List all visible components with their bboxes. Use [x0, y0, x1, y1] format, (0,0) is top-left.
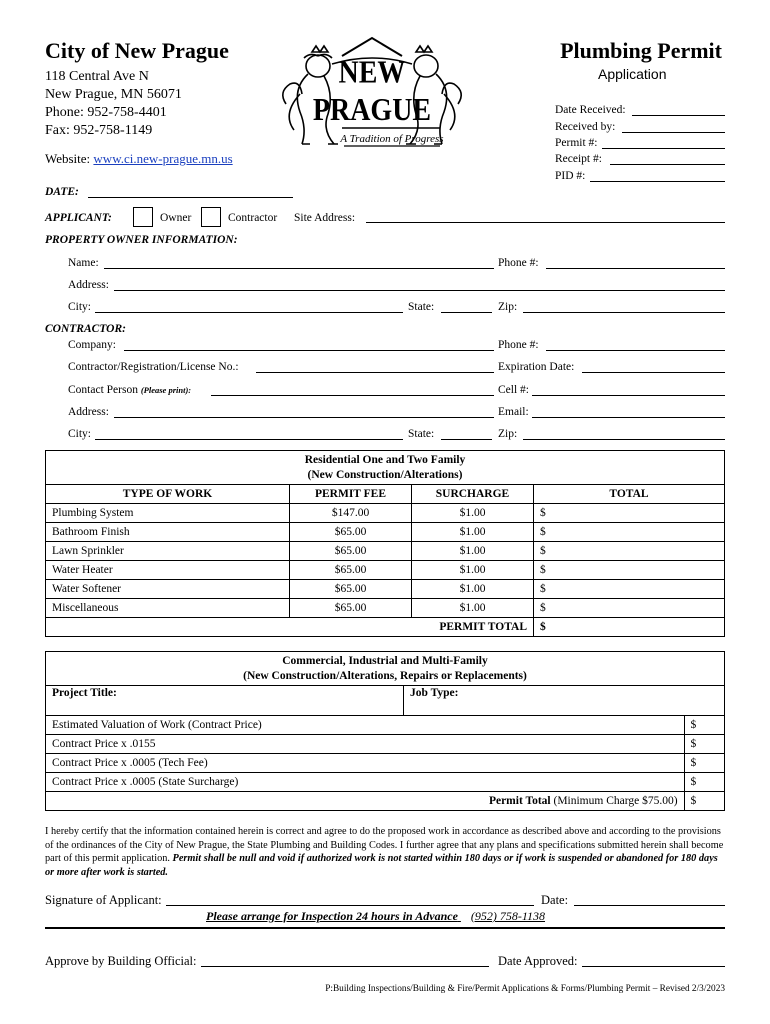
- signature-date-label: Date:: [541, 893, 569, 907]
- work-type-cell: Water Softener: [46, 580, 290, 599]
- signature-divider: [45, 927, 725, 929]
- logo-graphic: [272, 34, 472, 162]
- office-receipt-no: [555, 153, 602, 165]
- table-row: [46, 599, 725, 618]
- inspection-phone: (952) 758-1138: [470, 909, 546, 923]
- contractor-zip-field[interactable]: [523, 439, 725, 440]
- new-prague-logo: [272, 34, 472, 162]
- total-cell[interactable]: $: [534, 542, 725, 561]
- total-cell[interactable]: $: [534, 504, 725, 523]
- contractor-address-label: Address:: [68, 406, 109, 418]
- contractor-zip-label: Zip:: [498, 428, 518, 440]
- signature-field[interactable]: [166, 905, 534, 906]
- permit-no-field[interactable]: [602, 148, 725, 149]
- contractor-heading: CONTRACTOR:: [45, 323, 126, 335]
- signature-label: Signature of Applicant:: [45, 893, 162, 907]
- commercial-table-title: [46, 652, 725, 686]
- contact-person-field[interactable]: [211, 395, 494, 396]
- permit-total-bold: Permit Total: [488, 795, 551, 807]
- commercial-total-row: [46, 792, 725, 811]
- city-name: City of New Prague: [45, 38, 229, 63]
- date-approved-label: Date Approved:: [498, 954, 578, 968]
- owner-state-label: State:: [408, 301, 435, 313]
- company-label: Company:: [68, 339, 116, 351]
- cell-field[interactable]: [532, 395, 725, 396]
- received-by-label: Received by:: [555, 121, 616, 133]
- tech-fee-value[interactable]: $: [684, 754, 724, 773]
- owner-city-label: City:: [68, 301, 92, 313]
- commercial-total-label: [46, 792, 685, 811]
- project-title-cell[interactable]: Project Title:: [46, 686, 404, 716]
- permit-no-label: Permit #:: [555, 137, 598, 149]
- website-label: Website:: [45, 151, 94, 166]
- date-received-label: Date Received:: [555, 104, 626, 116]
- owner-label: Owner: [160, 212, 192, 224]
- job-type-cell[interactable]: Job Type:: [404, 686, 725, 716]
- date-field[interactable]: [88, 197, 293, 198]
- total-cell[interactable]: $: [534, 523, 725, 542]
- total-cell[interactable]: $: [534, 599, 725, 618]
- owner-name-field[interactable]: [104, 268, 494, 269]
- permit-title: Plumbing Permit: [560, 38, 722, 63]
- valuation-label: Estimated Valuation of Work (Contract Price): [46, 716, 685, 735]
- residential-header-row: [46, 485, 725, 504]
- logo-word-new: NEW: [338, 53, 406, 90]
- owner-address-field[interactable]: [114, 290, 725, 291]
- office-permit-no: [555, 137, 598, 149]
- contractor-address-field[interactable]: [114, 417, 494, 418]
- table-row: [46, 542, 725, 561]
- surcharge-cell: $1.00: [412, 599, 534, 618]
- table-row: [46, 504, 725, 523]
- contract-price-fee-value[interactable]: $: [684, 735, 724, 754]
- applicant-label: APPLICANT:: [45, 212, 112, 224]
- col-type-of-work: TYPE OF WORK: [46, 485, 290, 504]
- address-line-1: 118 Central Ave N: [45, 69, 149, 84]
- license-label: Contractor/Registration/License No.:: [68, 361, 239, 373]
- table-row: [46, 716, 725, 735]
- owner-state-field[interactable]: [441, 312, 492, 313]
- table-row: [46, 561, 725, 580]
- residential-title-line1: Residential One and Two Family: [304, 453, 466, 466]
- pid-no-label: PID #:: [555, 170, 586, 182]
- certification-warning: Permit shall be null and void if authorized work is not started within 180 days or if work is suspended or abandoned for 180 days or more after work is started.: [45, 853, 718, 878]
- office-date-received: [555, 104, 626, 116]
- minimum-charge-note: (Minimum Charge $75.00): [550, 795, 678, 807]
- contract-price-fee-label: Contract Price x .0155: [46, 735, 685, 754]
- email-field[interactable]: [532, 417, 725, 418]
- inspection-note-text: Please arrange for Inspection 24 hours in Advance: [206, 909, 458, 923]
- contractor-state-label: State:: [408, 428, 435, 440]
- certification-statement: [45, 825, 725, 879]
- owner-phone-field[interactable]: [546, 268, 725, 269]
- approve-field[interactable]: [201, 966, 489, 967]
- residential-table-title: [46, 451, 725, 485]
- received-by-field[interactable]: [622, 132, 725, 133]
- contact-person-label: [68, 384, 191, 396]
- owner-name-label: Name:: [68, 257, 99, 269]
- owner-phone-label: Phone #:: [498, 257, 539, 269]
- table-row: [46, 754, 725, 773]
- work-type-cell: Water Heater: [46, 561, 290, 580]
- total-cell[interactable]: $: [534, 561, 725, 580]
- fee-cell: $65.00: [290, 580, 412, 599]
- surcharge-cell: $1.00: [412, 542, 534, 561]
- fax-number: Fax: 952-758-1149: [45, 123, 153, 138]
- fee-cell: $65.00: [290, 523, 412, 542]
- website-line: [45, 151, 233, 167]
- inspection-note: [206, 909, 545, 924]
- col-total: TOTAL: [534, 485, 725, 504]
- work-type-cell: Lawn Sprinkler: [46, 542, 290, 561]
- property-owner-heading: PROPERTY OWNER INFORMATION:: [45, 234, 238, 246]
- contractor-phone-field[interactable]: [546, 350, 725, 351]
- signature-date-field[interactable]: [574, 905, 725, 906]
- receipt-no-label: Receipt #:: [555, 153, 602, 165]
- table-row: [46, 735, 725, 754]
- contractor-state-field[interactable]: [441, 439, 492, 440]
- owner-address-label: Address:: [68, 279, 109, 291]
- office-pid-no: [555, 170, 585, 182]
- residential-fee-table: [45, 450, 725, 637]
- work-type-cell: Miscellaneous: [46, 599, 290, 618]
- logo-tagline: A Tradition of Progress: [340, 133, 444, 145]
- owner-zip-field[interactable]: [523, 312, 725, 313]
- owner-zip-label: Zip:: [498, 301, 518, 313]
- surcharge-cell: $1.00: [412, 580, 534, 599]
- commercial-total-value[interactable]: $: [684, 792, 724, 811]
- expiration-label: Expiration Date:: [498, 361, 575, 373]
- commercial-fee-table: [45, 651, 725, 811]
- surcharge-cell: $1.00: [412, 561, 534, 580]
- receipt-no-field[interactable]: [610, 164, 725, 165]
- permit-total-value[interactable]: $: [534, 618, 725, 637]
- total-cell[interactable]: $: [534, 580, 725, 599]
- contractor-label: Contractor: [228, 212, 278, 224]
- date-approved-field[interactable]: [582, 966, 725, 967]
- permit-total-label: PERMIT TOTAL: [46, 618, 534, 637]
- owner-checkbox[interactable]: [133, 207, 153, 227]
- fee-cell: $65.00: [290, 542, 412, 561]
- commercial-title-line2: (New Construction/Alterations, Repairs or Replacements): [243, 669, 527, 682]
- city-header: [45, 38, 229, 140]
- permit-total-row: [46, 618, 725, 637]
- email-label: Email:: [498, 406, 529, 418]
- table-row: [46, 580, 725, 599]
- work-type-cell: Plumbing System: [46, 504, 290, 523]
- expiration-field[interactable]: [582, 372, 725, 373]
- residential-title-line2: (New Construction/Alterations): [307, 468, 463, 481]
- fee-cell: $147.00: [290, 504, 412, 523]
- col-surcharge: SURCHARGE: [412, 485, 534, 504]
- office-received-by: [555, 121, 615, 133]
- company-field[interactable]: [124, 350, 494, 351]
- fee-cell: $65.00: [290, 599, 412, 618]
- site-address-label: Site Address:: [294, 212, 356, 224]
- state-surcharge-value[interactable]: $: [684, 773, 724, 792]
- cell-label: Cell #:: [498, 384, 529, 396]
- contractor-phone-label: Phone #:: [498, 339, 539, 351]
- owner-city-field[interactable]: [95, 312, 403, 313]
- phone-number: Phone: 952-758-4401: [45, 105, 167, 120]
- date-label: DATE:: [45, 186, 79, 198]
- logo-word-prague: PRAGUE: [312, 91, 432, 128]
- please-print-note: (Please print):: [140, 385, 192, 395]
- fee-cell: $65.00: [290, 561, 412, 580]
- project-info-row: [46, 686, 725, 716]
- table-row: [46, 773, 725, 792]
- site-address-field[interactable]: [366, 222, 725, 223]
- contractor-city-field[interactable]: [95, 439, 403, 440]
- tech-fee-label: Contract Price x .0005 (Tech Fee): [46, 754, 685, 773]
- work-type-cell: Bathroom Finish: [46, 523, 290, 542]
- commercial-title-line1: Commercial, Industrial and Multi-Family: [282, 654, 488, 667]
- valuation-value[interactable]: $: [684, 716, 724, 735]
- footer-path: P:Building Inspections/Building & Fire/Permit Applications & Forms/Plumbing Permit – Revised 2/3/2023: [325, 984, 725, 994]
- contractor-city-label: City:: [68, 428, 92, 440]
- surcharge-cell: $1.00: [412, 504, 534, 523]
- state-surcharge-label: Contract Price x .0005 (State Surcharge): [46, 773, 685, 792]
- approve-label: Approve by Building Official:: [45, 954, 197, 968]
- pid-no-field[interactable]: [590, 181, 725, 182]
- col-permit-fee: PERMIT FEE: [290, 485, 412, 504]
- contractor-checkbox[interactable]: [201, 207, 221, 227]
- contact-person-text: Contact Person: [68, 384, 141, 396]
- permit-subtitle: Application: [598, 66, 667, 82]
- surcharge-cell: $1.00: [412, 523, 534, 542]
- license-field[interactable]: [256, 372, 494, 373]
- date-received-field[interactable]: [632, 115, 725, 116]
- website-link[interactable]: www.ci.new-prague.mn.us: [93, 151, 233, 166]
- table-row: [46, 523, 725, 542]
- certification-text: I hereby certify that the information contained herein is correct and agree to do the proposed work in accordance as described above and according to the provisions of the ordinances of the City of New Prague, the State Plumbing and Building Codes. I further agree that any plans and specifications submitted herein shall become part of this permit application.: [45, 826, 724, 864]
- address-line-2: New Prague, MN 56071: [45, 87, 182, 102]
